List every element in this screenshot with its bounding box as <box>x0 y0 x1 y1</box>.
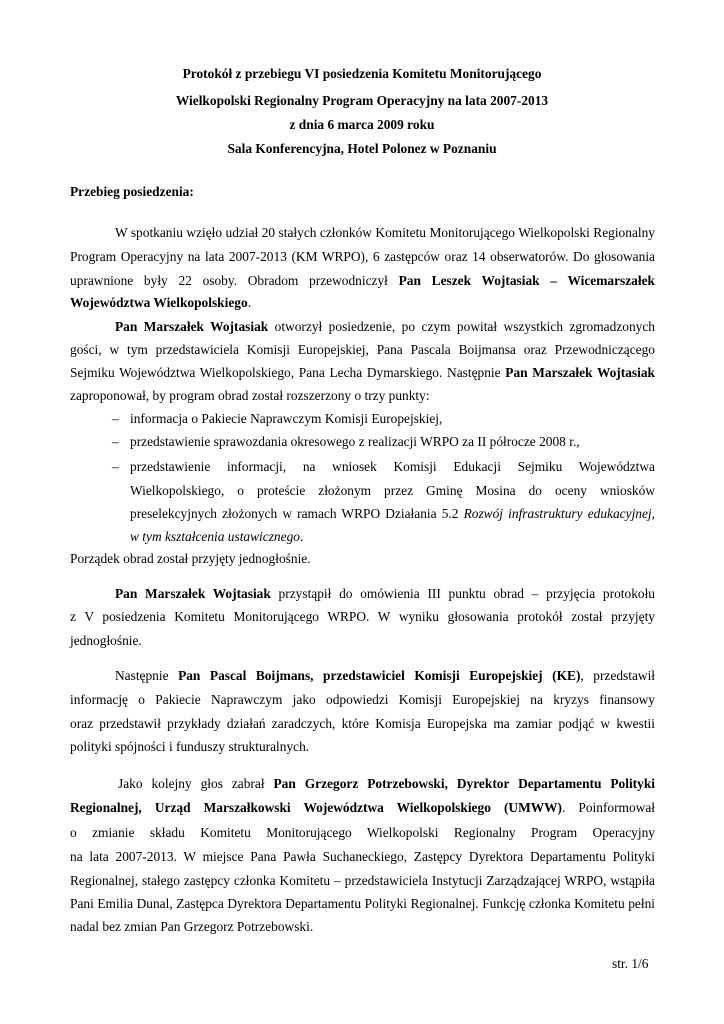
paragraph-2-line <box>70 365 655 381</box>
paragraph-4-line: informację o Pakiecie Naprawczym jako odpowiedzi Komisji Europejskiej na kryzys finansowy <box>70 692 655 707</box>
agenda-accepted: Porządek obrad został przyjęty jednogłośnie. <box>70 551 311 566</box>
italic-run: Rozwój infrastruktury edukacyjnej <box>463 506 652 521</box>
paragraph-2-line: zaproponował, by program obrad został rozszerzony o trzy punkty: <box>70 388 430 403</box>
bullet-item-3-line: Wielkopolskiego, o proteście złożonym przez Gminę Mosina do oceny wniosków <box>130 483 655 498</box>
bullet-dash: – <box>112 434 119 449</box>
bullet-item-3-line <box>130 529 655 545</box>
text-run: przystąpił do omówienia III punktu obrad – przyjęcia protokołu <box>270 586 655 601</box>
paragraph-5-line <box>118 776 655 792</box>
text-run: Następnie <box>115 668 179 683</box>
bold-run: Pan Marszałek Wojtasiak <box>115 586 271 601</box>
paragraph-3-line <box>115 586 655 602</box>
bullet-item-1: informacja o Pakiecie Naprawczym Komisji Europejskiej, <box>130 411 443 426</box>
text-run: Sejmiku Województwa Wielkopolskiego, Pana Lecha Dymarskiego. Następnie <box>70 365 506 380</box>
text-run: Jako kolejny głos zabrał <box>118 776 274 791</box>
paragraph-2-line: gości, w tym przedstawiciela Komisji Europejskiej, Pana Pascala Boijmansa oraz Przewodniczącego <box>70 342 655 357</box>
title-line-3: z dnia 6 marca 2009 roku <box>289 117 435 132</box>
paragraph-5-line <box>70 800 655 816</box>
paragraph-1-line <box>70 273 655 289</box>
paragraph-5-line: Regionalnej, stałego zastępcy członka Komitetu – przedstawiciela Instytucji Zarządzającej WRPO, wstąpiła <box>70 873 655 888</box>
paragraph-4-line: polityki spójności i funduszy strukturalnych. <box>70 739 310 754</box>
text-run: . <box>247 295 252 310</box>
text-run: . Poinformował <box>561 800 655 815</box>
paragraph-5-line: na lata 2007-2013. W miejsce Pana Pawła Suchaneckiego, Zastępcy Dyrektora Departamentu Polityki <box>70 849 655 864</box>
text-run: preselekcyjnych złożonych w ramach WRPO Działania 5.2 <box>130 506 464 521</box>
bullet-item-3-line <box>130 506 655 522</box>
bullet-item-3-line: przedstawienie informacji, na wniosek Komisji Edukacji Sejmiku Województwa <box>130 459 655 474</box>
title-line-1: Protokół z przebiegu VI posiedzenia Komitetu Monitorującego <box>182 66 542 81</box>
paragraph-5-line: nadal bez zmian Pan Grzegorz Potrzebowski. <box>70 919 314 934</box>
paragraph-4-line: oraz przedstawił przykłady działań zaradczych, które Komisja Europejska ma zamiar podjąć w kwestii <box>70 716 655 731</box>
text-run: , przedstawił <box>580 668 656 683</box>
page-number: str. 1/6 <box>612 956 649 971</box>
paragraph-5-line: Pani Emilia Dunal, Zastępca Dyrektora Departamentu Polityki Regionalnej. Funkcję członka Komitetu pełni <box>70 896 655 911</box>
title-line-4: Sala Konferencyjna, Hotel Polonez w Poznaniu <box>227 141 497 156</box>
paragraph-4-line <box>115 668 655 684</box>
paragraph-1-line: W spotkaniu wzięło udział 20 stałych członków Komitetu Monitorującego Wielkopolski Regionalny <box>115 225 655 240</box>
bullet-dash: – <box>112 459 119 474</box>
paragraph-2-line <box>115 319 655 335</box>
bullet-dash: – <box>112 411 119 426</box>
bold-run: Regionalnej, Urząd Marszałkowski Województwa Wielkopolskiego (UMWW) <box>70 800 562 815</box>
text-run: , <box>651 506 656 521</box>
bold-run: Pan Pascal Boijmans, przedstawiciel Komisji Europejskiej (KE) <box>178 668 581 683</box>
paragraph-3-line: jednogłośnie. <box>70 633 142 648</box>
bold-run: Pan Marszałek Wojtasiak <box>505 365 655 380</box>
text-run: uprawnione były 22 osoby. Obradom przewodniczył <box>70 273 399 288</box>
bold-run: Województwa Wielkopolskiego <box>70 295 248 310</box>
paragraph-5-line: o zmianie składu Komitetu Monitorującego Wielkopolski Regionalny Program Operacyjny <box>70 825 655 840</box>
paragraph-1-line: Program Operacyjny na lata 2007-2013 (KM WRPO), 6 zastępców oraz 14 obserwatorów. Do głosowania <box>70 249 655 264</box>
bold-run: Pan Grzegorz Potrzebowski, Dyrektor Departamentu Polityki <box>273 776 655 791</box>
bold-run: Pan Leszek Wojtasiak – Wicemarszałek <box>398 273 655 288</box>
paragraph-1-line <box>70 295 655 311</box>
bullet-item-2: przedstawienie sprawozdania okresowego z realizacji WRPO za II półrocze 2008 r., <box>130 434 580 449</box>
title-line-2: Wielkopolski Regionalny Program Operacyjny na lata 2007-2013 <box>175 93 549 108</box>
section-heading: Przebieg posiedzenia: <box>70 184 194 199</box>
text-run: . <box>299 529 304 544</box>
bold-run: Pan Marszałek Wojtasiak <box>115 319 269 334</box>
paragraph-3-line: z V posiedzenia Komitetu Monitorującego WRPO. W wyniku głosowania protokół został przyjęty <box>70 609 655 624</box>
text-run: otworzył posiedzenie, po czym powitał wszystkich zgromadzonych <box>268 319 655 334</box>
italic-run: w tym kształcenia ustawicznego <box>130 529 300 544</box>
